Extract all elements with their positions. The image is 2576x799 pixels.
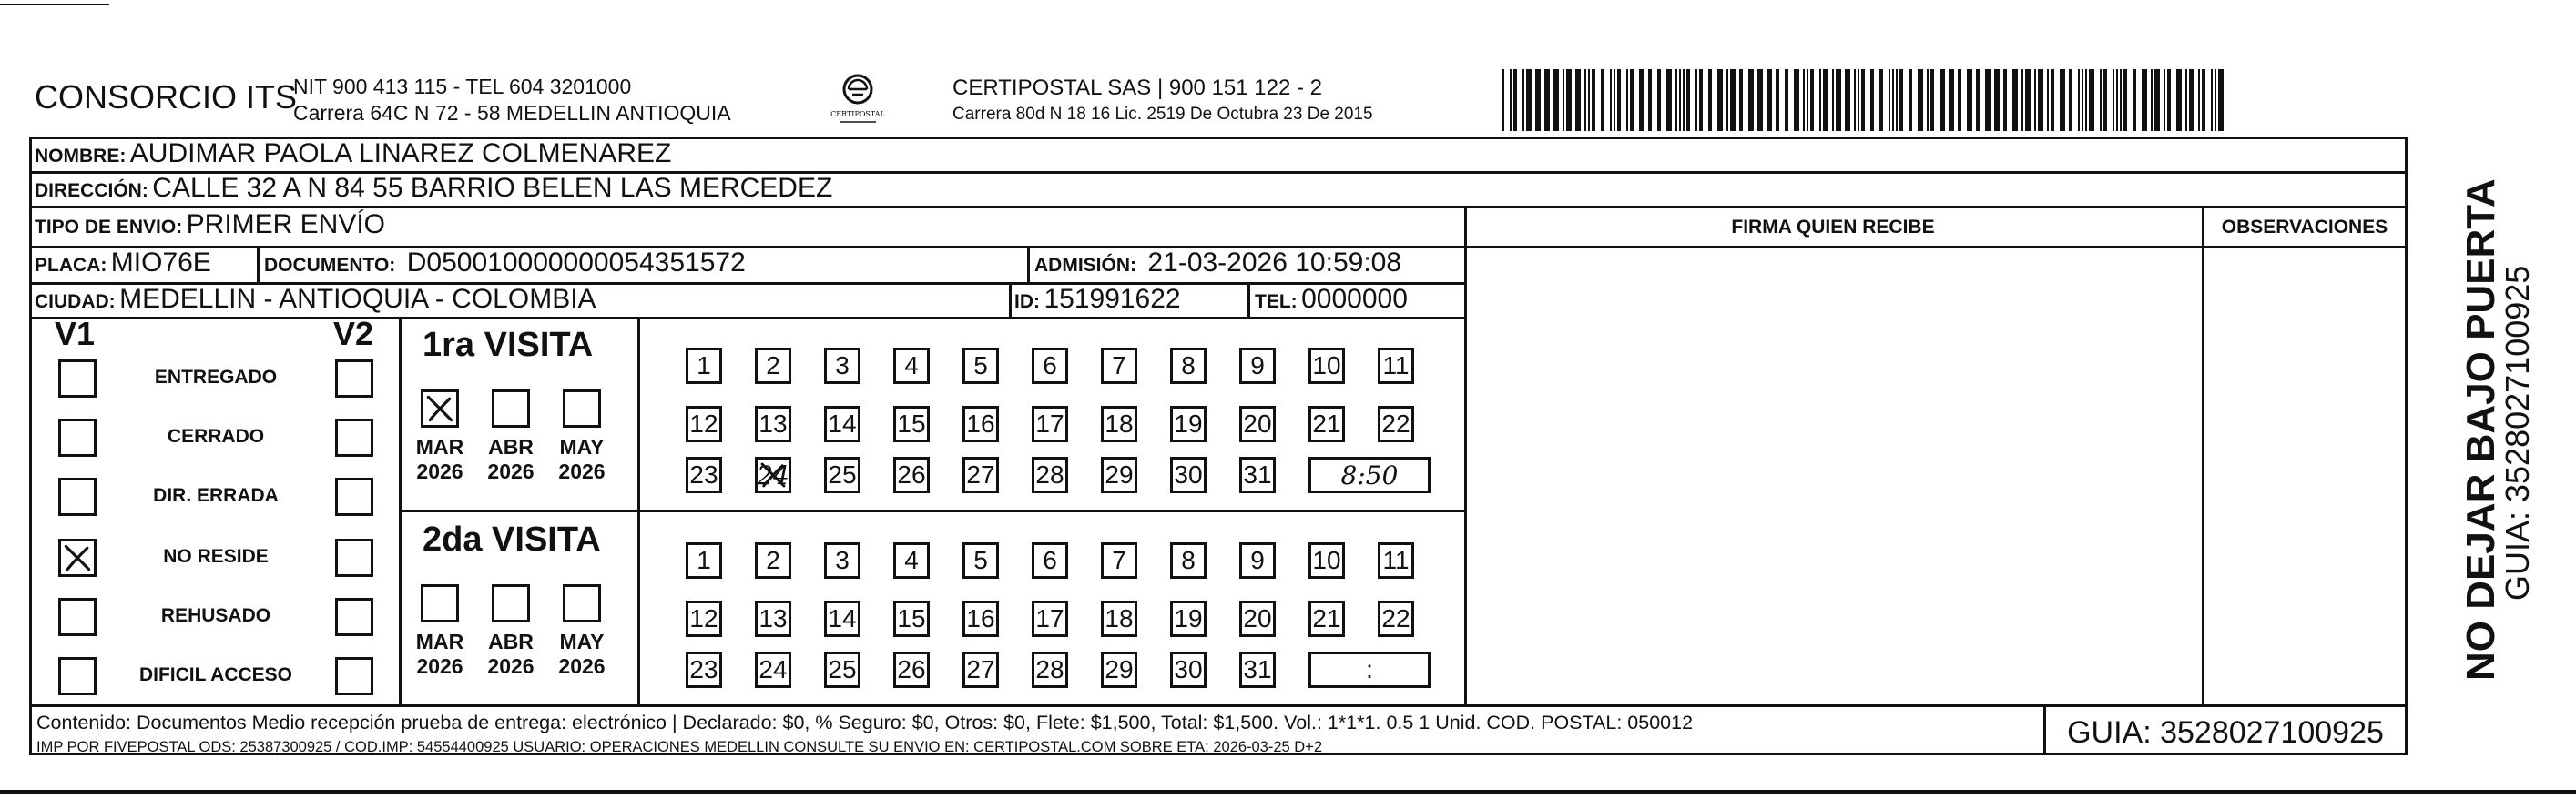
barcode-bar (1675, 69, 1677, 131)
barcode-bar (1686, 69, 1690, 131)
day-box[interactable]: 17 (1032, 601, 1068, 637)
rule-v-id (1009, 282, 1012, 317)
barcode-bar (1927, 69, 1929, 131)
barcode-bar (1683, 69, 1685, 131)
barcode-bar (2034, 69, 2036, 131)
barcode-bar (1819, 69, 1821, 131)
day-box[interactable]: 27 (962, 457, 999, 493)
svg-text:CERTIPOSTAL: CERTIPOSTAL (830, 110, 885, 118)
tipo-label: TIPO DE ENVIO: (35, 217, 183, 238)
day-box[interactable]: 21 (1308, 601, 1345, 637)
visit-month-label: MAY (559, 435, 605, 459)
status-label: DIR. ERRADA (153, 485, 279, 506)
barcode-bar (1730, 69, 1736, 131)
visit-month-label: ABR (488, 435, 534, 459)
carrier-address: Carrera 80d N 18 16 Lic. 2519 De Octubra 23 De 2015 (952, 105, 1373, 124)
day-box[interactable]: 15 (893, 406, 930, 442)
barcode-bar (2100, 69, 2102, 131)
day-box[interactable]: 6 (1032, 542, 1068, 579)
status-label: NO RESIDE (163, 546, 269, 567)
barcode-bar (1994, 69, 2000, 131)
day-box[interactable]: 4 (893, 348, 930, 384)
day-box[interactable]: 7 (1101, 542, 1137, 579)
day-box[interactable]: 2 (755, 348, 791, 384)
admision-label: ADMISIÓN: (1034, 255, 1136, 276)
barcode-bar (2038, 69, 2043, 131)
placa-label: PLACA: (35, 255, 107, 276)
barcode-bar (1553, 69, 1559, 131)
barcode-bar (1513, 69, 1517, 131)
placa-row (35, 248, 211, 278)
visit-year-label: 2026 (487, 460, 535, 483)
barcode-bar (2025, 69, 2031, 131)
visit-month-checkbox[interactable] (492, 389, 530, 428)
day-box[interactable]: 11 (1378, 348, 1414, 384)
side-warning: NO DEJAR BAJO PUERTA (2459, 178, 2503, 681)
barcode-bar (1776, 69, 1779, 131)
barcode-bar (2120, 69, 2122, 131)
visit-year-label: 2026 (558, 460, 606, 483)
barcode-bar (1502, 69, 1504, 131)
barcode-bar (2151, 69, 2153, 131)
day-box[interactable]: 19 (1170, 406, 1207, 442)
barcode-bar (1717, 69, 1723, 131)
barcode-bar (2085, 69, 2087, 131)
day-box[interactable]: 5 (962, 542, 999, 579)
day-box[interactable]: 2 (755, 542, 791, 579)
barcode-bar (1626, 69, 1628, 131)
barcode-bar (1854, 69, 1856, 131)
nombre-row (35, 138, 671, 169)
day-box[interactable]: 23 (686, 652, 722, 688)
footer-line2: IMP POR FIVEPOSTAL ODS: 25387300925 / COD.IMP: 54554400925 USUARIO: OPERACIONES MEDELLIN CONSULTE SU ENVIO EN: CERTIPOSTAL.COM SOBRE ETA: 2026-03-25 D+2 (36, 739, 1323, 755)
nombre-label: NOMBRE: (35, 146, 127, 167)
barcode-bar (1526, 69, 1532, 131)
day-box[interactable]: 11 (1378, 542, 1414, 579)
barcode-bar (1958, 69, 1961, 131)
status-v2-checkbox[interactable] (335, 539, 373, 577)
day-box[interactable]: 12 (686, 601, 722, 637)
visit-month-label: MAR (415, 630, 464, 653)
status-label: DIFICIL ACCESO (138, 664, 292, 685)
visit-month-checkbox[interactable] (492, 584, 530, 622)
day-box[interactable]: 1 (686, 348, 722, 384)
day-box[interactable]: 16 (962, 601, 999, 637)
day-box[interactable]: 20 (1239, 601, 1276, 637)
barcode-bar (1666, 69, 1672, 131)
visit-month-checkbox[interactable] (421, 389, 459, 428)
barcode-bar (2176, 69, 2182, 131)
status-v2-checkbox[interactable] (335, 478, 373, 516)
barcode-bar (1794, 69, 1799, 131)
day-box[interactable]: 18 (1101, 406, 1137, 442)
day-box[interactable]: 23 (686, 457, 722, 493)
barcode-bar (1610, 69, 1612, 131)
day-box[interactable]: 6 (1032, 348, 1068, 384)
barcode-bar (1940, 69, 1945, 131)
status-v1-checkbox[interactable] (58, 539, 97, 577)
day-box[interactable]: 31 (1239, 457, 1276, 493)
barcode-bar (1889, 69, 1890, 131)
day-box[interactable]: 24 (755, 652, 791, 688)
barcode-bar (2202, 69, 2205, 131)
barcode-bar (1695, 69, 1697, 131)
day-box[interactable]: 26 (893, 457, 930, 493)
placa-value: MIO76E (110, 248, 211, 278)
barcode-bar (1832, 69, 1834, 131)
admision-value: 21-03-2026 10:59:08 (1147, 248, 1402, 278)
barcode-bar (1892, 69, 1894, 131)
day-box[interactable]: 25 (824, 652, 860, 688)
barcode-bar (1909, 69, 1912, 131)
visit-time-box[interactable]: 8:50 (1308, 457, 1431, 493)
barcode (1502, 69, 2231, 133)
visit-month-label: MAR (415, 435, 464, 459)
status-v2-checkbox[interactable] (335, 598, 373, 636)
barcode-bar (2185, 69, 2187, 131)
status-v1-checkbox[interactable] (58, 657, 97, 695)
barcode-bar (1767, 69, 1772, 131)
day-box[interactable]: 28 (1032, 457, 1068, 493)
barcode-bar (2133, 69, 2136, 131)
bottom-rule (0, 790, 2576, 794)
barcode-bar (2116, 69, 2118, 131)
day-box[interactable]: 16 (962, 406, 999, 442)
day-box[interactable]: 31 (1239, 652, 1276, 688)
day-box[interactable]: 12 (686, 406, 722, 442)
day-box[interactable]: 24 (755, 457, 791, 493)
barcode-bar (1870, 69, 1874, 131)
barcode-bar (2003, 69, 2007, 131)
footer-line1: Contenido: Documentos Medio recepción prueba de entrega: electrónico | Declarado: $0, % Seguro: $0, Otros: $0, Flete: $1,500, Total: $1,500. Vol.: 1*1*1. 0.5 1 Unid. COD. POSTAL: 050012 (36, 712, 1694, 733)
direccion-row (35, 173, 832, 204)
day-box[interactable]: 5 (962, 348, 999, 384)
ciudad-row (35, 284, 596, 315)
barcode-bar (1748, 69, 1754, 131)
day-box[interactable]: 30 (1170, 457, 1207, 493)
visit-month-checkbox[interactable] (563, 389, 601, 428)
barcode-bar (2078, 69, 2080, 131)
day-box[interactable]: 4 (893, 542, 930, 579)
barcode-bar (1566, 69, 1572, 131)
tipo-value: PRIMER ENVÍO (186, 209, 386, 239)
day-box[interactable]: 26 (893, 652, 930, 688)
company-address: Carrera 64C N 72 - 58 MEDELLIN ANTIOQUIA (293, 101, 731, 125)
barcode-bar (1639, 69, 1644, 131)
status-v2-checkbox[interactable] (335, 419, 373, 457)
firma-header: FIRMA QUIEN RECIBE (1731, 217, 1935, 238)
barcode-bar (1614, 69, 1615, 131)
day-box[interactable]: 1 (686, 542, 722, 579)
id-row (1014, 284, 1181, 315)
status-label: CERRADO (167, 426, 265, 447)
barcode-bar (2047, 69, 2049, 131)
barcode-bar (2198, 69, 2200, 131)
barcode-bar (1823, 69, 1828, 131)
side-guia: GUIA: 3528027100925 (2499, 265, 2536, 601)
barcode-bar (1739, 69, 1743, 131)
barcode-bar (2021, 69, 2023, 131)
top-rule (0, 4, 109, 5)
barcode-bar (1601, 69, 1604, 131)
barcode-bar (1858, 69, 1859, 131)
rule-v-firma (1464, 206, 1467, 704)
barcode-bar (2089, 69, 2094, 131)
barcode-bar (2123, 69, 2127, 131)
direccion-label: DIRECCIÓN: (35, 180, 148, 201)
direccion-value: CALLE 32 A N 84 55 BARRIO BELEN LAS MERCEDEZ (152, 173, 833, 203)
status-label: ENTREGADO (154, 367, 278, 388)
day-box[interactable]: 13 (755, 406, 791, 442)
day-box[interactable]: 20 (1239, 406, 1276, 442)
day-box[interactable]: 10 (1308, 348, 1345, 384)
footer-guia: GUIA: 3528027100925 (2067, 715, 2384, 750)
barcode-bar (1899, 69, 1903, 131)
day-box[interactable]: 10 (1308, 542, 1345, 579)
barcode-bar (1861, 69, 1865, 131)
documento-row (264, 248, 746, 278)
day-box[interactable]: 30 (1170, 652, 1207, 688)
barcode-bar (1918, 69, 1923, 131)
barcode-bar (2082, 69, 2083, 131)
status-v1-checkbox[interactable] (58, 359, 97, 398)
barcode-bar (1535, 69, 1541, 131)
barcode-bar (2142, 69, 2147, 131)
barcode-bar (2069, 69, 2072, 131)
barcode-bar (1648, 69, 1652, 131)
visit-year-label: 2026 (558, 654, 606, 678)
visit-title: 2da VISITA (423, 521, 601, 559)
barcode-bar (1544, 69, 1550, 131)
day-box[interactable]: 7 (1101, 348, 1137, 384)
visit-month-label: MAY (559, 630, 605, 653)
barcode-bar (1949, 69, 1954, 131)
status-v1-checkbox[interactable] (58, 478, 97, 516)
barcode-bar (1592, 69, 1595, 131)
barcode-bar (1807, 69, 1808, 131)
company-nit: NIT 900 413 115 - TEL 604 3201000 (293, 75, 632, 98)
barcode-bar (1522, 69, 1524, 131)
barcode-bar (2012, 69, 2018, 131)
rule-right-header (1464, 246, 2408, 248)
day-box[interactable]: 19 (1170, 601, 1207, 637)
day-box[interactable]: 21 (1308, 406, 1345, 442)
barcode-bar (2189, 69, 2194, 131)
day-box[interactable]: 17 (1032, 406, 1068, 442)
day-box[interactable]: 25 (824, 457, 860, 493)
barcode-bar (1967, 69, 1972, 131)
day-box[interactable]: 14 (824, 406, 860, 442)
barcode-bar (1930, 69, 1934, 131)
documento-label: DOCUMENTO: (264, 255, 396, 276)
barcode-bar (1588, 69, 1590, 131)
barcode-bar (1630, 69, 1634, 131)
ciudad-value: MEDELLIN - ANTIOQUIA - COLOMBIA (119, 284, 596, 314)
carrier-name: CERTIPOSTAL SAS | 900 151 122 - 2 (952, 76, 1322, 100)
observaciones-header: OBSERVACIONES (2221, 217, 2388, 238)
tel-value: 0000000 (1301, 284, 1408, 314)
barcode-bar (1896, 69, 1898, 131)
barcode-bar (1617, 69, 1621, 131)
barcode-bar (1575, 69, 1581, 131)
barcode-bar (1757, 69, 1763, 131)
barcode-bar (2113, 69, 2114, 131)
barcode-bar (1976, 69, 1980, 131)
visit-title: 1ra VISITA (423, 326, 594, 364)
barcode-bar (2060, 69, 2065, 131)
barcode-bar (1679, 69, 1681, 131)
barcode-bar (2103, 69, 2107, 131)
barcode-bar (1785, 69, 1788, 131)
barcode-bar (1510, 69, 1512, 131)
rule-footer (29, 704, 2408, 707)
barcode-bar (1584, 69, 1586, 131)
rule-5 (29, 317, 1464, 319)
tipo-row (35, 209, 385, 240)
barcode-bar (1879, 69, 1883, 131)
day-box[interactable]: 9 (1239, 542, 1276, 579)
barcode-bar (1657, 69, 1661, 131)
barcode-bar (2215, 69, 2216, 131)
rule-v-admision (1027, 246, 1030, 282)
day-box[interactable]: 13 (755, 601, 791, 637)
admision-row (1034, 248, 1401, 278)
day-box[interactable]: 8 (1170, 542, 1207, 579)
visit-year-label: 2026 (487, 654, 535, 678)
rule-visits-mid (399, 510, 1464, 512)
certipostal-logo (830, 71, 885, 127)
barcode-bar (1708, 69, 1712, 131)
rule-v-obs (2202, 206, 2204, 704)
barcode-bar (2218, 69, 2224, 131)
nombre-value: AUDIMAR PAOLA LINAREZ COLMENAREZ (129, 138, 672, 168)
day-box[interactable]: 27 (962, 652, 999, 688)
status-v2-checkbox[interactable] (335, 359, 373, 398)
visit-year-label: 2026 (416, 460, 463, 483)
visit-month-label: ABR (488, 630, 534, 653)
status-label: REHUSADO (160, 605, 271, 626)
id-value: 151991622 (1044, 284, 1181, 314)
rule-2 (29, 206, 2408, 208)
day-box[interactable]: 3 (824, 542, 860, 579)
visit-month-checkbox[interactable] (563, 584, 601, 622)
day-box[interactable]: 29 (1101, 652, 1137, 688)
status-v1-checkbox[interactable] (58, 598, 97, 636)
day-box[interactable]: 22 (1378, 601, 1414, 637)
documento-value: D050010000000054351572 (406, 248, 746, 278)
status-v2-checkbox[interactable] (335, 657, 373, 695)
tel-label: TEL: (1255, 291, 1298, 312)
day-box[interactable]: 18 (1101, 601, 1137, 637)
visit-time-box[interactable]: : (1308, 652, 1431, 688)
barcode-bar (1563, 69, 1564, 131)
id-label: ID: (1014, 291, 1040, 312)
barcode-bar (1803, 69, 1805, 131)
barcode-bar (1845, 69, 1850, 131)
day-box[interactable]: 14 (824, 601, 860, 637)
barcode-bar (1836, 69, 1841, 131)
visit-year-label: 2026 (416, 654, 463, 678)
day-box[interactable]: 22 (1378, 406, 1414, 442)
day-box[interactable]: 3 (824, 348, 860, 384)
company-name: CONSORCIO ITS (35, 78, 298, 116)
tel-row (1255, 284, 1408, 315)
rule-v-tel (1247, 282, 1250, 317)
barcode-bar (2154, 69, 2160, 131)
barcode-bar (2164, 69, 2165, 131)
day-box[interactable]: 29 (1101, 457, 1137, 493)
v2-label: V2 (333, 315, 374, 352)
barcode-bar (1985, 69, 1991, 131)
status-v1-checkbox[interactable] (58, 419, 97, 457)
barcode-bar (1726, 69, 1728, 131)
ciudad-label: CIUDAD: (35, 291, 116, 312)
v1-label: V1 (55, 315, 96, 352)
barcode-bar (2167, 69, 2171, 131)
barcode-bar (2211, 69, 2213, 131)
day-box[interactable]: 8 (1170, 348, 1207, 384)
barcode-bar (1810, 69, 1814, 131)
day-box[interactable]: 15 (893, 601, 930, 637)
visit-month-checkbox[interactable] (421, 584, 459, 622)
barcode-bar (1699, 69, 1703, 131)
day-box[interactable]: 28 (1032, 652, 1068, 688)
barcode-bar (2051, 69, 2054, 131)
day-box[interactable]: 9 (1239, 348, 1276, 384)
rule-v-placa (257, 246, 260, 282)
